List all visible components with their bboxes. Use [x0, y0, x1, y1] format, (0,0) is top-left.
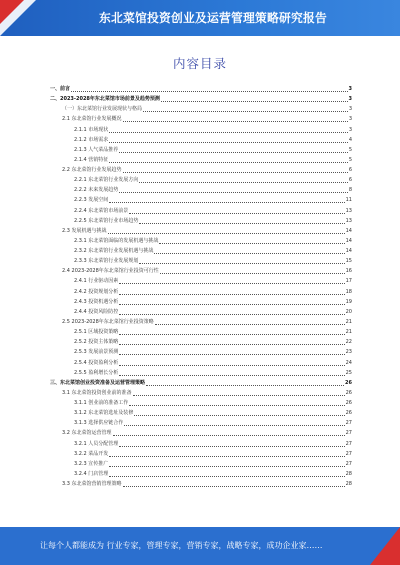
toc-leader-dots — [119, 192, 348, 193]
toc-leader-dots — [109, 456, 344, 457]
toc-entry-page: 28 — [345, 481, 352, 488]
toc-entry-page: 3 — [348, 106, 352, 113]
toc-leader-dots — [119, 334, 344, 335]
toc-entry[interactable] — [74, 136, 352, 145]
toc-leader-dots — [133, 395, 345, 396]
toc-entry[interactable] — [50, 95, 352, 104]
toc-entry-page: 3 — [348, 116, 352, 123]
toc-entry-page: 27 — [345, 440, 352, 447]
toc-entry[interactable] — [62, 318, 352, 327]
header-bar — [0, 0, 400, 36]
toc-entry-title: 2.5.3 发展前景预测 — [74, 349, 119, 356]
toc-leader-dots — [119, 344, 344, 345]
toc-entry-title: 3.2.4 门店管理 — [74, 470, 109, 477]
toc-entry-page: 3 — [348, 96, 352, 103]
toc-leader-dots — [129, 405, 344, 406]
toc-entry-title: 2.1.3 人气菜品推荐 — [74, 146, 119, 153]
toc-entry-page: 20 — [345, 308, 352, 315]
toc-entry-title: 3.2.2 菜品开发 — [74, 450, 109, 457]
toc-entry[interactable] — [62, 480, 352, 489]
toc-entry-page: 5 — [348, 156, 352, 163]
toc-leader-dots — [113, 435, 345, 436]
toc-entry-page: 19 — [345, 298, 352, 305]
toc-entry[interactable] — [74, 237, 352, 246]
toc-entry-page: 14 — [345, 248, 352, 255]
toc-entry-title: 2.5.4 投资盈利分析 — [74, 359, 119, 366]
toc-leader-dots — [159, 243, 344, 244]
toc-entry-page: 3 — [348, 126, 352, 133]
toc-entry-page: 8 — [348, 187, 352, 194]
toc-leader-dots — [119, 152, 348, 153]
toc-entry-page: 26 — [345, 400, 352, 407]
toc-entry-page: 17 — [345, 278, 352, 285]
toc-entry-title: 2.4 2023-2028年东北菜馆行业投资可行性 — [62, 268, 159, 275]
toc-entry-page: 3 — [348, 86, 352, 92]
toc-entry-title: 2.4.1 行业驱动因素 — [74, 278, 119, 285]
toc-entry[interactable] — [74, 369, 352, 378]
document-title: 东北菜馆投资创业及运营管理策略研究报告 — [99, 11, 327, 25]
toc-entry[interactable] — [74, 126, 352, 135]
toc-entry-title: 2.2.4 东北菜馆市场前景 — [74, 207, 129, 214]
toc-entry-title: 3.2.1 人员分配管理 — [74, 440, 119, 447]
toc-leader-dots — [119, 304, 344, 305]
toc-entry[interactable] — [74, 450, 352, 459]
toc-entry-page: 24 — [345, 359, 352, 366]
toc-leader-dots — [108, 233, 345, 234]
toc-leader-dots — [161, 101, 348, 102]
toc-entry-title: 2.1.4 营销特征 — [74, 156, 109, 163]
footer-corner-accent — [370, 527, 400, 565]
toc-entry-page: 21 — [345, 329, 352, 336]
toc-entry-page: 4 — [348, 136, 352, 143]
toc-entry[interactable] — [74, 308, 352, 317]
toc-entry[interactable] — [74, 217, 352, 226]
toc-entry-page: 14 — [345, 227, 352, 234]
toc-entry-title: 3.2.3 宣传推广 — [74, 460, 109, 467]
toc-entry[interactable] — [74, 196, 352, 205]
toc-entry[interactable] — [62, 227, 352, 236]
toc-leader-dots — [155, 324, 345, 325]
toc-entry-page: 25 — [345, 369, 352, 376]
toc-entry[interactable] — [74, 288, 352, 297]
toc-leader-dots — [119, 446, 344, 447]
toc-entry-page: 18 — [345, 288, 352, 295]
toc-entry[interactable] — [74, 348, 352, 357]
toc-entry-page: 26 — [345, 389, 352, 396]
toc-entry-title: 2.2.1 东北菜馆行业发展方向 — [74, 177, 139, 184]
toc-entry-page: 27 — [345, 420, 352, 427]
toc-leader-dots — [119, 294, 344, 295]
toc-entry-title: 2.4.4 投资风险防控 — [74, 308, 119, 315]
footer-slogan-item: 行业专家 — [106, 541, 139, 550]
toc-leader-dots — [134, 415, 344, 416]
toc-leader-dots — [123, 172, 348, 173]
toc-leader-dots — [160, 273, 345, 274]
toc-entry[interactable] — [74, 338, 352, 347]
toc-entry[interactable] — [74, 470, 352, 479]
toc-entry[interactable] — [50, 85, 352, 94]
toc-entry[interactable] — [62, 166, 352, 175]
toc-entry-page: 14 — [345, 237, 352, 244]
toc-heading: 内容目录 — [172, 56, 227, 71]
toc-entry[interactable] — [50, 379, 352, 388]
toc-leader-dots — [119, 375, 344, 376]
toc-entry[interactable] — [74, 359, 352, 368]
footer-slogan-item: 让每个人都能成为 — [40, 541, 104, 550]
toc-entry-title: 2.3 发展机遇与挑战 — [62, 227, 107, 234]
toc-entry[interactable] — [74, 419, 352, 428]
toc-entry-title: 2.5.1 区域投资策略 — [74, 329, 119, 336]
toc-entry-title: 3.1.3 选择供应链合作 — [74, 420, 124, 427]
toc-leader-dots — [139, 263, 344, 264]
toc-entry-title: 3.1.1 创业前的准备工作 — [74, 400, 129, 407]
toc-entry-page: 5 — [348, 146, 352, 153]
toc-leader-dots — [119, 314, 344, 315]
toc-entry-page: 27 — [345, 450, 352, 457]
toc-leader-dots — [154, 253, 344, 254]
toc-entry-title: 2.5.2 投资主体策略 — [74, 339, 119, 346]
toc-entry-title: 2.3.3 东北菜馆行业发展规划 — [74, 258, 139, 265]
toc-entry-page: 6 — [348, 167, 352, 174]
footer-slogan-item: 营销专家 — [186, 541, 219, 550]
toc-leader-dots — [139, 223, 344, 224]
toc-entry[interactable] — [74, 146, 352, 155]
toc-entry-title: 2.5 2023-2028年东北菜馆行业投资策略 — [62, 318, 154, 325]
toc-leader-dots — [139, 182, 347, 183]
toc-leader-dots — [109, 476, 344, 477]
toc-entry-page: 22 — [345, 339, 352, 346]
toc-entry[interactable] — [74, 207, 352, 216]
toc-entry-title: 2.4.3 投资机遇分析 — [74, 298, 119, 305]
toc-entry-page: 11 — [345, 197, 352, 204]
toc-leader-dots — [109, 142, 348, 143]
toc-entry-page: 13 — [345, 207, 352, 214]
toc-entry[interactable] — [62, 105, 352, 114]
toc-entry[interactable] — [74, 186, 352, 195]
toc-entry-title: 2.5.5 盈利增长分析 — [74, 369, 119, 376]
toc-leader-dots — [119, 283, 344, 284]
header-corner-accent — [0, 0, 24, 24]
toc-entry-title: 2.2.2 未来发展趋势 — [74, 187, 119, 194]
toc-leader-dots — [129, 213, 344, 214]
toc-entry-page: 16 — [345, 268, 352, 275]
toc-entry-title: 三、东北菜馆创业投资准备及运营管理策略 — [50, 379, 146, 386]
toc-leader-dots — [143, 111, 348, 112]
toc-entry[interactable] — [74, 460, 352, 469]
toc-entry-page: 23 — [345, 349, 352, 356]
toc-entry-page: 27 — [345, 460, 352, 467]
footer-bar — [0, 527, 400, 565]
toc-entry-title: 2.2 东北菜馆行业发展趋势 — [62, 167, 122, 174]
toc-leader-dots — [119, 365, 344, 366]
toc-entry-page: 26 — [345, 379, 352, 386]
toc-entry-title: 3.1.2 东北菜馆选址及装修 — [74, 410, 134, 417]
toc-entry[interactable] — [74, 176, 352, 185]
toc-entry-title: 2.1.2 市场需求 — [74, 136, 109, 143]
toc-entry-page: 27 — [345, 430, 352, 437]
toc-entry[interactable] — [74, 257, 352, 266]
toc-entry[interactable] — [74, 156, 352, 165]
toc-leader-dots — [119, 354, 344, 355]
toc-entry-title: 二、2023-2028年东北菜馆市场前景及趋势预测 — [50, 96, 160, 103]
toc-entry[interactable] — [74, 298, 352, 307]
footer-slogan: 让每个人都能成为 行业专家，管理专家，营销专家，战略专家，成功企业家…… — [40, 541, 323, 550]
toc-entry[interactable] — [62, 267, 352, 276]
toc-leader-dots — [71, 91, 348, 92]
toc-entry[interactable] — [74, 440, 352, 449]
toc-entry[interactable] — [62, 389, 352, 398]
toc-entry-title: 3.1 东北菜馆投资创业前的准备 — [62, 389, 132, 396]
footer-slogan-item: 管理专家 — [146, 541, 179, 550]
toc-entry-page: 28 — [345, 470, 352, 477]
toc-entry-title: 2.3.2 东北菜馆行业发展机遇与挑战 — [74, 248, 154, 255]
toc-entry[interactable] — [74, 399, 352, 408]
toc-entry-title: 2.1.1 市场现状 — [74, 126, 109, 133]
toc-entry-page: 6 — [348, 177, 352, 184]
toc-entry-title: 2.2.5 东北菜馆行业市场趋势 — [74, 217, 139, 224]
toc-entry[interactable] — [74, 277, 352, 286]
toc-entry-title: 3.2 东北菜馆运营管理 — [62, 430, 112, 437]
footer-slogan-item: 成功企业家…… — [266, 541, 323, 550]
toc-entry-title: 3.3 东北菜馆营销管理策略 — [62, 481, 122, 488]
toc-entry-title: 2.3.1 东北菜馆面临的发展机遇与挑战 — [74, 237, 159, 244]
toc-leader-dots — [123, 121, 348, 122]
toc-entry-title: 一、前言 — [50, 86, 71, 92]
toc-leader-dots — [123, 486, 345, 487]
toc-entry-title: （一）东北菜馆行业发展现状与格局 — [62, 106, 143, 113]
toc-leader-dots — [109, 202, 344, 203]
toc-entry-title: 2.1 东北菜馆行业发展概况 — [62, 116, 122, 123]
toc-leader-dots — [124, 425, 344, 426]
toc-entry[interactable] — [74, 247, 352, 256]
toc-entry[interactable] — [74, 328, 352, 337]
toc-entry[interactable] — [62, 429, 352, 438]
toc-leader-dots — [146, 385, 344, 386]
toc-entry-page: 21 — [345, 318, 352, 325]
toc-entry-page: 26 — [345, 410, 352, 417]
toc-entry[interactable] — [74, 409, 352, 418]
toc-leader-dots — [109, 132, 348, 133]
toc-leader-dots — [109, 466, 344, 467]
toc-entry-page: 15 — [345, 258, 352, 265]
footer-slogan-item: 战略专家 — [226, 541, 259, 550]
toc-entry-title: 2.4.2 投资规划分析 — [74, 288, 119, 295]
toc-entry-page: 13 — [345, 217, 352, 224]
toc-entry-title: 2.2.3 发展空间 — [74, 197, 109, 204]
toc-leader-dots — [109, 162, 348, 163]
toc-entry[interactable] — [62, 115, 352, 124]
